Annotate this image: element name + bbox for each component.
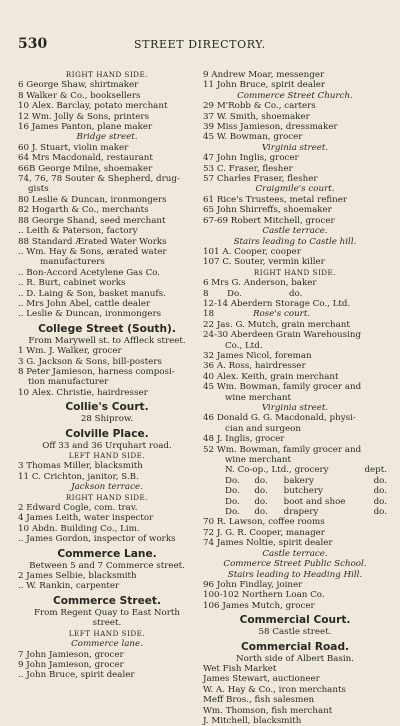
side-label: RIGHT HAND SIDE.	[65, 492, 149, 502]
entry: 65 John Shirreffs, shoemaker	[203, 205, 332, 216]
entry: 6 George Shaw, shirtmaker	[18, 80, 139, 91]
side-label: LEFT HAND SIDE.	[68, 628, 146, 638]
entry: 10 Abdn. Building Co., Lim.	[18, 523, 140, 534]
left-column	[18, 70, 196, 681]
entry: W. A. Hay & Co., iron merchants	[203, 684, 346, 695]
entry: 45 W. Bowman, grocer	[203, 132, 303, 143]
ditto-row	[203, 497, 387, 507]
entry: .. Wm. Hay & Sons, ærated water	[18, 246, 167, 257]
ditto: Do.	[225, 496, 240, 507]
side-label: LEFT HAND SIDE.	[68, 451, 146, 460]
entry: 57 Charles Fraser, flesher	[203, 174, 318, 185]
dept-name: bakery	[283, 475, 314, 486]
street-extent: North side of Albert Basin.	[235, 653, 355, 664]
entry: 45 Wm. Bowman, family grocer and	[203, 382, 362, 393]
entry: 1 Wm. J. Walker, grocer	[18, 346, 122, 357]
ditto-row	[203, 507, 387, 517]
street-extent: Between 5 and 7 Commerce street.	[29, 560, 185, 571]
entry: 12 Wm. Jolly & Sons, printers	[18, 111, 150, 122]
street-extent: street.	[92, 618, 122, 629]
entry-continuation: Co., Ltd.	[225, 340, 263, 351]
entry-continuation: cian and surgeon	[225, 423, 302, 434]
entry: 96 John Findlay, joiner	[203, 579, 303, 590]
entry: .. Bon-Accord Acetylene Gas Co.	[18, 267, 161, 278]
street-heading: College Street (South).	[38, 322, 176, 335]
side-label: RIGHT HAND SIDE.	[253, 267, 337, 277]
entry-continuation: wine merchant	[225, 392, 291, 403]
entry: 39 Miss Jamieson, dressmaker	[203, 122, 338, 133]
entry: 36 A. Ross, hairdresser	[203, 361, 306, 372]
entry: J. Mitchell, blacksmith	[203, 715, 302, 726]
street-extent: Off 33 and 36 Urquhart road.	[42, 440, 172, 451]
street-heading: Commercial Court.	[239, 614, 351, 627]
entry: 107 C. Souter, vermin killer	[203, 257, 325, 268]
entry: 74, 76, 78 Souter & Shepherd, drug-	[18, 174, 180, 185]
entry: 10 Alex. Barclay, potato merchant	[18, 101, 168, 112]
entry: 88 Standard Ærated Water Works	[18, 236, 167, 247]
entry: 70 R. Lawson, coffee rooms	[203, 517, 325, 528]
entry: 52 Wm. Bowman, family grocer and	[203, 444, 362, 455]
ditto: Do.	[225, 507, 240, 518]
side-label: RIGHT HAND SIDE.	[65, 70, 149, 79]
street-extent: 58 Castle street.	[258, 627, 332, 638]
street-heading: Collie's Court.	[65, 401, 149, 414]
cross-street: Stairs leading to Castle hill.	[233, 236, 357, 247]
entry: 48 J. Inglis, grocer	[203, 434, 285, 445]
entry: 61 Rice's Trustees, metal refiner	[203, 194, 348, 205]
entry-number: 18	[203, 309, 215, 320]
entry: 37 W. Smith, shoemaker	[203, 111, 310, 122]
entry: 11 John Bruce, spirit dealer	[203, 80, 326, 91]
entry: 22 Jas. G. Mutch, grain merchant	[203, 319, 350, 330]
entry-row	[203, 465, 387, 475]
entry: 9 John Jamieson, grocer	[18, 659, 124, 670]
entry: Wm. Thomson, fish merchant	[203, 705, 333, 716]
entry: 40 Alex. Keith, grain merchant	[203, 371, 339, 382]
entry-continuation: tion manufacturer	[28, 377, 109, 388]
entry: 16 James Panton, plane maker	[18, 122, 153, 133]
ditto: Do.	[227, 288, 242, 299]
page-header	[18, 36, 386, 52]
ditto-row	[203, 476, 387, 486]
ditto: do.	[373, 496, 387, 507]
ditto: do.	[254, 496, 268, 507]
entry: 2 Edward Cogle, com. trav.	[18, 503, 138, 514]
cross-street: Craigmile's court.	[255, 184, 335, 195]
dept-name: drapery	[283, 507, 319, 518]
entry: 82 Hogarth & Co., merchants	[18, 205, 149, 216]
street-heading: Commerce Lane.	[57, 547, 157, 560]
street-extent: 28 Shiprow.	[80, 414, 134, 425]
entry-continuation: wine merchant	[225, 455, 291, 466]
ditto: Do.	[225, 475, 240, 486]
entry: 47 John Inglis, grocer	[203, 153, 299, 164]
entry: 53 C. Fraser, flesher	[203, 163, 293, 174]
entry: .. Mrs John Abel, cattle dealer	[18, 298, 151, 309]
street-heading: Commercial Road.	[240, 640, 350, 653]
entry: 8 Peter Jamieson, harness composi-	[18, 366, 175, 377]
street-extent: From Regent Quay to East North	[34, 607, 180, 618]
entry: 8 Walker & Co., booksellers	[18, 90, 141, 101]
cross-street: Virginia street.	[261, 403, 329, 413]
entry: 9 Andrew Moar, messenger	[203, 70, 325, 80]
entry: 32 James Nicol, foreman	[203, 350, 312, 361]
ditto: do.	[373, 486, 387, 497]
entry: 106 James Mutch, grocer	[203, 600, 315, 611]
entry: 80 Leslie & Duncan, ironmongers	[18, 194, 167, 205]
dept-name: boot and shoe	[283, 496, 346, 507]
entry: Meff Bros., fish salesmen	[203, 695, 315, 706]
ditto: do.	[254, 486, 268, 497]
entry-continuation: manufacturers	[40, 257, 105, 268]
entry: 10 Alex. Christie, hairdresser	[18, 387, 148, 398]
cross-street: Commerce Street Church.	[237, 90, 353, 101]
entry: 7 John Jamieson, grocer	[18, 649, 124, 660]
ditto: do.	[289, 288, 303, 299]
right-column	[203, 70, 387, 726]
entry: 6 Mrs G. Anderson, baker	[203, 278, 317, 289]
cross-street: Virginia street.	[261, 142, 329, 153]
entry: dept.	[364, 465, 387, 476]
cross-street: Commerce lane.	[71, 639, 143, 650]
cross-street: Castle terrace.	[262, 548, 328, 559]
entry: 88 George Shand, seed merchant	[18, 215, 166, 226]
entry-continuation: gists	[28, 184, 49, 195]
cross-street: Jackson terrace.	[71, 482, 143, 493]
entry: 3 G. Jackson & Sons, bill-posters	[18, 356, 162, 367]
entry: .. Leith & Paterson, factory	[18, 226, 138, 237]
running-head: STREET DIRECTORY.	[134, 38, 266, 51]
entry: 3 Thomas Miller, blacksmith	[18, 461, 143, 472]
entry: .. W. Rankin, carpenter	[18, 581, 120, 592]
entry: Wet Fish Market	[203, 663, 277, 674]
cross-street: Bridge street.	[76, 132, 138, 143]
entry: 24-30 Aberdeen Grain Warehousing	[203, 330, 362, 341]
entry: 100-102 Northern Loan Co.	[203, 590, 325, 601]
ditto: Do.	[225, 486, 240, 497]
entry: .. James Gordon, inspector of works	[18, 534, 176, 545]
entry: James Stewart, auctioneer	[203, 674, 320, 685]
entry: .. Leslie & Duncan, ironmongers	[18, 309, 162, 320]
dept-name: butchery	[283, 486, 323, 497]
ditto-row	[203, 289, 387, 299]
entry: .. R. Burt, cabinet works	[18, 278, 126, 289]
cross-street: Castle terrace.	[262, 226, 328, 237]
ditto: do.	[373, 507, 387, 518]
entry: 66B George Milne, shoemaker	[18, 163, 153, 174]
street-heading: Commerce Street.	[52, 594, 162, 607]
street-heading: Colville Place.	[65, 427, 149, 440]
ditto: do.	[254, 507, 268, 518]
ditto: do.	[373, 475, 387, 486]
ditto: do.	[254, 475, 268, 486]
entry: 29 M'Robb & Co., carters	[203, 101, 316, 112]
entry: 2 James Selbie, blacksmith	[18, 571, 137, 582]
entry: .. D. Laing & Son, basket manufs.	[18, 288, 166, 299]
ditto-row	[203, 486, 387, 496]
entry-row	[203, 309, 387, 319]
page-number: 530	[18, 36, 48, 52]
entry: 74 James Noltie, spirit dealer	[203, 538, 333, 549]
cross-street: Rose's court.	[253, 309, 311, 320]
entry: 67-69 Robert Mitchell, grocer	[203, 215, 335, 226]
entry: N. Co-op., Ltd., grocery	[225, 465, 329, 476]
entry: .. John Bruce, spirit dealer	[18, 670, 135, 681]
entry: 101 A. Cooper, cooper	[203, 246, 301, 257]
entry: 64 Mrs Macdonald, restaurant	[18, 153, 153, 164]
entry: 11 C. Crichton, janitor, S.B.	[18, 471, 139, 482]
cross-street: Stairs leading to Heading Hill.	[227, 569, 363, 580]
street-extent: From Marywell st. to Affleck street.	[28, 335, 186, 346]
entry: 46 Donald G. G. Macdonald, physi-	[203, 413, 356, 424]
entry: 60 J. Stuart, violin maker	[18, 142, 129, 153]
entry: 4 James Leith, water inspector	[18, 513, 154, 524]
entry: 72 J. G. R. Cooper, manager	[203, 527, 325, 538]
entry-number: 8	[203, 288, 209, 299]
cross-street: Commerce Street Public School.	[223, 559, 367, 570]
entry: 12-14 Aberdern Storage Co., Ltd.	[203, 298, 351, 309]
